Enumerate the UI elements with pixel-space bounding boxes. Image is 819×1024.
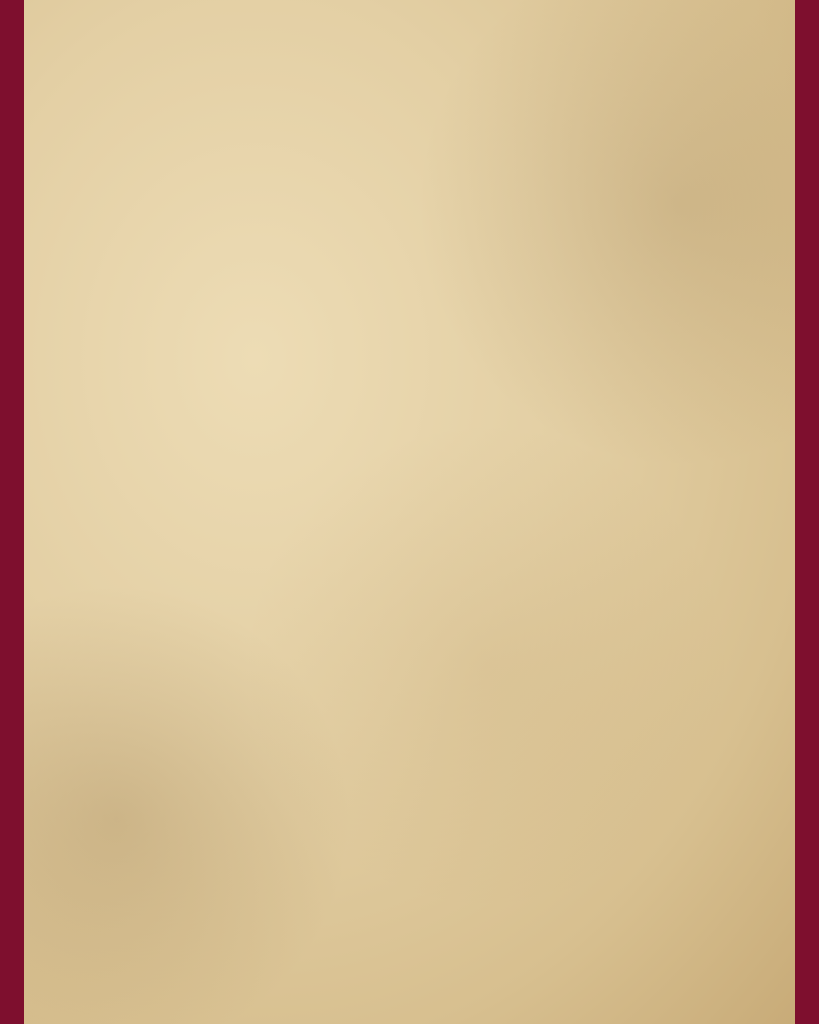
schedule-grid [67, 108, 753, 801]
